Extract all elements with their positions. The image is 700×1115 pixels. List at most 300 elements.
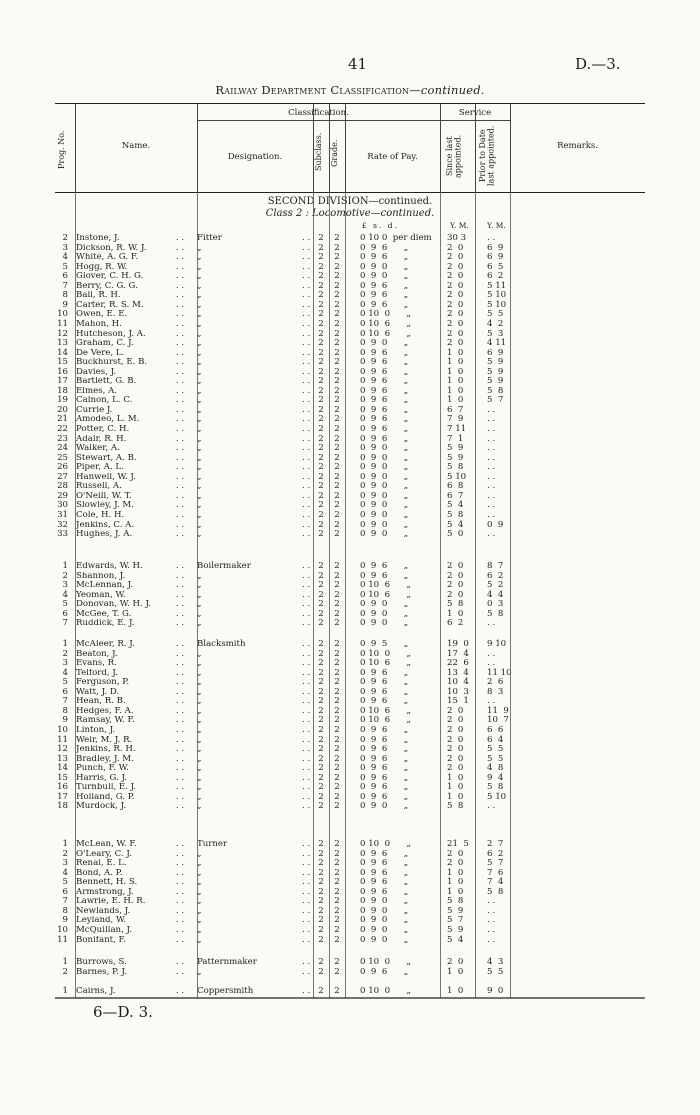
table-row bbox=[0, 802, 700, 812]
table-row bbox=[0, 745, 700, 755]
leader-dots: . . bbox=[176, 715, 185, 726]
row-grade: 2 bbox=[334, 481, 340, 492]
row-designation: „ bbox=[197, 886, 202, 897]
row-rate: 0 9 6 „ bbox=[360, 424, 409, 434]
row-subclass: 2 bbox=[318, 299, 324, 310]
row-rate: 0 9 0 „ bbox=[360, 509, 409, 520]
row-service-since: 2 0 bbox=[447, 580, 464, 591]
row-number: 7 bbox=[62, 618, 68, 629]
row-service-since: 7 1 bbox=[447, 433, 464, 444]
row-grade: 2 bbox=[334, 280, 340, 291]
lsd-units: £ s. d. bbox=[362, 221, 399, 230]
row-service-prior: 5 3 bbox=[487, 328, 504, 339]
row-number: 4 bbox=[62, 589, 68, 600]
row-service-since: 5 4 bbox=[447, 934, 464, 945]
row-number: 33 bbox=[57, 529, 68, 540]
row-grade: 2 bbox=[334, 848, 340, 859]
row-number: 5 bbox=[62, 877, 68, 888]
leader-dots: . . bbox=[302, 772, 311, 783]
leader-dots: . . bbox=[302, 385, 311, 396]
leader-dots: . . bbox=[302, 791, 311, 802]
row-designation: „ bbox=[197, 686, 202, 697]
row-service-prior: . . bbox=[487, 924, 496, 935]
leader-dots: . . bbox=[176, 385, 185, 396]
row-designation: „ bbox=[197, 934, 202, 945]
leader-dots: . . bbox=[302, 471, 311, 482]
row-name: Renai, E. L. bbox=[76, 859, 127, 869]
row-number: 13 bbox=[57, 338, 68, 349]
leader-dots: . . bbox=[302, 696, 311, 707]
row-subclass: 2 bbox=[318, 839, 324, 849]
row-service-since: 2 0 bbox=[447, 957, 464, 967]
row-grade: 2 bbox=[334, 299, 340, 310]
row-name: Shannon, J. bbox=[76, 571, 126, 581]
class-heading: Class 2 : Locomotive—continued. bbox=[265, 208, 435, 219]
row-designation: „ bbox=[197, 618, 202, 629]
row-service-since: 1 0 bbox=[447, 791, 464, 802]
row-subclass: 2 bbox=[318, 957, 324, 967]
row-designation: „ bbox=[197, 589, 202, 600]
row-designation: „ bbox=[197, 763, 202, 774]
row-subclass: 2 bbox=[318, 271, 324, 282]
table-row bbox=[0, 358, 700, 368]
row-name: Hean, R. B. bbox=[76, 697, 126, 707]
leader-dots: . . bbox=[302, 366, 311, 377]
table-row bbox=[0, 301, 700, 311]
row-name: Instone, J. bbox=[76, 234, 120, 243]
leader-dots: . . bbox=[176, 915, 185, 926]
row-service-prior: . . bbox=[487, 696, 496, 707]
row-name: Buckhurst, E. B. bbox=[76, 358, 148, 368]
row-service-since: 2 0 bbox=[447, 705, 464, 716]
row-service-since: 15 1 bbox=[447, 696, 469, 707]
leader-dots: . . bbox=[176, 395, 185, 406]
row-grade: 2 bbox=[334, 328, 340, 339]
designation-header: Designation. bbox=[227, 152, 283, 162]
row-number: 2 bbox=[62, 233, 68, 243]
leader-dots: . . bbox=[302, 500, 311, 511]
row-name: Cairns, J. bbox=[76, 987, 116, 996]
row-name: Murdock, J. bbox=[76, 802, 127, 812]
row-service-since: 1 0 bbox=[447, 782, 464, 793]
row-rate: 0 10 6 „ bbox=[360, 328, 411, 339]
row-number: 8 bbox=[62, 905, 68, 916]
row-subclass: 2 bbox=[318, 570, 324, 581]
table-row bbox=[0, 936, 700, 946]
table-row bbox=[0, 736, 700, 746]
row-designation: „ bbox=[197, 338, 202, 349]
leader-dots: . . bbox=[302, 299, 311, 310]
row-number: 8 bbox=[62, 705, 68, 716]
leader-dots: . . bbox=[176, 791, 185, 802]
row-subclass: 2 bbox=[318, 500, 324, 511]
row-designation: Turner bbox=[197, 839, 228, 849]
leader-dots: . . bbox=[302, 261, 311, 272]
row-designation: Patternmaker bbox=[197, 957, 257, 967]
leader-dots: . . bbox=[176, 744, 185, 755]
row-subclass: 2 bbox=[318, 318, 324, 329]
remarks-header: Remarks. bbox=[557, 141, 598, 151]
row-service-prior: 10 7 bbox=[487, 715, 509, 726]
leader-dots: . . bbox=[302, 309, 311, 320]
row-rate: 0 10 0 per diem bbox=[360, 233, 432, 243]
leader-dots: . . bbox=[302, 801, 311, 812]
leader-dots: . . bbox=[302, 858, 311, 869]
row-grade: 2 bbox=[334, 986, 340, 996]
row-number: 7 bbox=[62, 896, 68, 907]
row-name: Amodeo, L. M. bbox=[76, 415, 140, 425]
row-subclass: 2 bbox=[318, 744, 324, 755]
row-service-since: 2 0 bbox=[447, 271, 464, 282]
row-number: 14 bbox=[57, 347, 68, 358]
row-rate: 0 10 6 „ bbox=[360, 580, 411, 591]
row-subclass: 2 bbox=[318, 753, 324, 764]
row-grade: 2 bbox=[334, 772, 340, 783]
row-subclass: 2 bbox=[318, 519, 324, 530]
row-subclass: 2 bbox=[318, 648, 324, 659]
row-subclass: 2 bbox=[318, 686, 324, 697]
leader-dots: . . bbox=[176, 338, 185, 349]
row-number: 17 bbox=[57, 791, 68, 802]
row-name: Jenkins, R. H. bbox=[76, 745, 136, 755]
row-designation: „ bbox=[197, 734, 202, 745]
row-number: 3 bbox=[62, 858, 68, 869]
leader-dots: . . bbox=[176, 905, 185, 916]
leader-dots: . . bbox=[302, 462, 311, 473]
row-service-prior: 11 9 bbox=[487, 705, 509, 716]
row-name: Davies, J. bbox=[76, 367, 117, 377]
row-designation: „ bbox=[197, 715, 202, 726]
leader-dots: . . bbox=[302, 896, 311, 907]
row-service-since: 1 0 bbox=[447, 966, 464, 977]
table-row bbox=[0, 659, 700, 669]
table-row bbox=[0, 619, 700, 629]
row-grade: 2 bbox=[334, 376, 340, 387]
row-subclass: 2 bbox=[318, 599, 324, 610]
row-service-since: 6 2 bbox=[447, 618, 464, 629]
row-grade: 2 bbox=[334, 424, 340, 434]
row-subclass: 2 bbox=[318, 986, 324, 996]
row-service-since: 1 0 bbox=[447, 347, 464, 358]
row-subclass: 2 bbox=[318, 724, 324, 735]
row-grade: 2 bbox=[334, 686, 340, 697]
row-number: 12 bbox=[57, 328, 68, 339]
table-row bbox=[0, 463, 700, 473]
row-designation: „ bbox=[197, 280, 202, 291]
leader-dots: . . bbox=[302, 867, 311, 878]
row-subclass: 2 bbox=[318, 618, 324, 629]
row-name: Lawrie, E. H. R. bbox=[76, 897, 146, 907]
row-service-prior: 8 7 bbox=[487, 561, 504, 571]
row-number: 13 bbox=[57, 753, 68, 764]
leader-dots: . . bbox=[302, 734, 311, 745]
leader-dots: . . bbox=[302, 658, 311, 669]
leader-dots: . . bbox=[176, 705, 185, 716]
row-rate: 0 9 6 „ bbox=[360, 791, 409, 802]
row-number: 5 bbox=[62, 261, 68, 272]
row-name: Jenkins, C. A. bbox=[76, 520, 135, 530]
row-designation: „ bbox=[197, 318, 202, 329]
row-designation: „ bbox=[197, 309, 202, 320]
row-designation: „ bbox=[197, 252, 202, 263]
row-name: Ball, R. H. bbox=[76, 291, 121, 301]
row-subclass: 2 bbox=[318, 481, 324, 492]
row-grade: 2 bbox=[334, 519, 340, 530]
row-subclass: 2 bbox=[318, 242, 324, 253]
row-designation: „ bbox=[197, 753, 202, 764]
ym-units-prior: Y. M. bbox=[487, 221, 506, 230]
table-row bbox=[0, 869, 700, 879]
leader-dots: . . bbox=[302, 986, 311, 996]
row-designation: „ bbox=[197, 347, 202, 358]
row-service-prior: 5 8 bbox=[487, 385, 504, 396]
row-name: Mahon, H. bbox=[76, 319, 122, 329]
row-name: McAleer, R. J. bbox=[76, 640, 135, 649]
row-name: Owen, E. E. bbox=[76, 310, 128, 320]
row-service-prior: 5 8 bbox=[487, 782, 504, 793]
row-name: Weir, M. J. R. bbox=[76, 735, 133, 745]
row-designation: „ bbox=[197, 599, 202, 610]
row-service-prior: . . bbox=[487, 618, 496, 629]
row-number: 26 bbox=[57, 462, 68, 473]
row-rate: 0 9 6 „ bbox=[360, 414, 409, 425]
row-name: Walker, A. bbox=[76, 444, 120, 454]
leader-dots: . . bbox=[176, 519, 185, 530]
row-subclass: 2 bbox=[318, 848, 324, 859]
row-service-prior: 5 5 bbox=[487, 753, 504, 764]
leader-dots: . . bbox=[176, 957, 185, 967]
row-subclass: 2 bbox=[318, 589, 324, 600]
row-rate: 0 9 6 „ bbox=[360, 677, 409, 688]
row-grade: 2 bbox=[334, 667, 340, 678]
row-designation: „ bbox=[197, 648, 202, 659]
row-grade: 2 bbox=[334, 509, 340, 520]
leader-dots: . . bbox=[302, 290, 311, 301]
row-grade: 2 bbox=[334, 261, 340, 272]
row-service-prior: 5 7 bbox=[487, 858, 504, 869]
leader-dots: . . bbox=[302, 877, 311, 888]
table-row bbox=[0, 244, 700, 254]
row-name: Graham, C. J. bbox=[76, 339, 134, 349]
leader-dots: . . bbox=[176, 299, 185, 310]
document-reference: D.—3. bbox=[575, 55, 621, 73]
row-name: Ramsay, W. F. bbox=[76, 716, 135, 726]
row-number: 2 bbox=[62, 570, 68, 581]
row-service-since: 5 4 bbox=[447, 519, 464, 530]
leader-dots: . . bbox=[176, 618, 185, 629]
row-number: 5 bbox=[62, 599, 68, 610]
row-grade: 2 bbox=[334, 433, 340, 444]
row-subclass: 2 bbox=[318, 471, 324, 482]
leader-dots: . . bbox=[176, 896, 185, 907]
row-designation: „ bbox=[197, 519, 202, 530]
leader-dots: . . bbox=[302, 639, 311, 649]
row-grade: 2 bbox=[334, 414, 340, 425]
row-rate: 0 9 6 „ bbox=[360, 867, 409, 878]
table-row bbox=[0, 688, 700, 698]
table-header bbox=[55, 103, 645, 193]
leader-dots: . . bbox=[302, 519, 311, 530]
row-designation: „ bbox=[197, 471, 202, 482]
row-service-prior: 5 11 bbox=[487, 280, 507, 291]
row-number: 14 bbox=[57, 763, 68, 774]
row-grade: 2 bbox=[334, 801, 340, 812]
leader-dots: . . bbox=[302, 433, 311, 444]
row-service-since: 5 9 bbox=[447, 443, 464, 454]
row-service-since: 2 0 bbox=[447, 561, 464, 571]
row-name: Hutcheson, J. A. bbox=[76, 329, 146, 339]
table-row bbox=[0, 859, 700, 869]
leader-dots: . . bbox=[176, 414, 185, 425]
row-service-since: 5 8 bbox=[447, 599, 464, 610]
row-rate: 0 9 6 „ bbox=[360, 570, 409, 581]
row-designation: „ bbox=[197, 443, 202, 454]
rate-header: Rate of Pay. bbox=[367, 152, 418, 162]
row-name: Linton, J. bbox=[76, 725, 116, 735]
row-rate: 0 10 0 „ bbox=[360, 986, 411, 996]
row-subclass: 2 bbox=[318, 763, 324, 774]
row-rate: 0 9 6 „ bbox=[360, 724, 409, 735]
leader-dots: . . bbox=[176, 724, 185, 735]
leader-dots: . . bbox=[176, 261, 185, 272]
row-service-since: 2 0 bbox=[447, 328, 464, 339]
row-rate: 0 9 0 „ bbox=[360, 471, 409, 482]
leader-dots: . . bbox=[176, 290, 185, 301]
leader-dots: . . bbox=[302, 490, 311, 501]
row-subclass: 2 bbox=[318, 639, 324, 649]
row-designation: „ bbox=[197, 271, 202, 282]
row-number: 29 bbox=[57, 490, 68, 501]
leader-dots: . . bbox=[302, 715, 311, 726]
leader-dots: . . bbox=[176, 763, 185, 774]
table-row bbox=[0, 640, 700, 650]
leader-dots: . . bbox=[176, 462, 185, 473]
row-service-since: 1 0 bbox=[447, 886, 464, 897]
leader-dots: . . bbox=[302, 561, 311, 571]
row-name: Edwards, W. H. bbox=[76, 562, 143, 571]
row-rate: 0 10 6 „ bbox=[360, 715, 411, 726]
row-service-since: 5 8 bbox=[447, 801, 464, 812]
row-service-since: 13 4 bbox=[447, 667, 469, 678]
row-grade: 2 bbox=[334, 724, 340, 735]
leader-dots: . . bbox=[176, 561, 185, 571]
classification-header: Classification. bbox=[288, 108, 349, 118]
row-number: 2 bbox=[62, 966, 68, 977]
row-service-since: 2 0 bbox=[447, 858, 464, 869]
table-row bbox=[0, 907, 700, 917]
leader-dots: . . bbox=[302, 924, 311, 935]
row-number: 18 bbox=[57, 801, 68, 812]
row-service-prior: 5 5 bbox=[487, 966, 504, 977]
since-last-header: Since last appointed. bbox=[445, 134, 463, 178]
table-row bbox=[0, 610, 700, 620]
row-number: 11 bbox=[57, 734, 68, 745]
row-service-prior: . . bbox=[487, 648, 496, 659]
row-number: 27 bbox=[57, 471, 68, 482]
row-rate: 0 10 6 „ bbox=[360, 658, 411, 669]
row-name: Russell, A. bbox=[76, 482, 122, 492]
table-row bbox=[0, 926, 700, 936]
row-service-prior: 6 6 bbox=[487, 724, 504, 735]
table-row bbox=[0, 783, 700, 793]
leader-dots: . . bbox=[176, 242, 185, 253]
row-rate: 0 9 6 „ bbox=[360, 686, 409, 697]
row-rate: 0 9 6 „ bbox=[360, 347, 409, 358]
row-name: Bennett, H. S. bbox=[76, 878, 138, 888]
row-subclass: 2 bbox=[318, 357, 324, 368]
row-subclass: 2 bbox=[318, 414, 324, 425]
row-rate: 0 9 0 „ bbox=[360, 801, 409, 812]
leader-dots: . . bbox=[176, 309, 185, 320]
leader-dots: . . bbox=[302, 839, 311, 849]
leader-dots: . . bbox=[176, 608, 185, 619]
row-designation: „ bbox=[197, 500, 202, 511]
row-grade: 2 bbox=[334, 233, 340, 243]
leader-dots: . . bbox=[176, 570, 185, 581]
row-rate: 0 10 0 „ bbox=[360, 839, 411, 849]
row-subclass: 2 bbox=[318, 924, 324, 935]
row-designation: „ bbox=[197, 724, 202, 735]
row-service-since: 17 4 bbox=[447, 648, 469, 659]
row-subclass: 2 bbox=[318, 734, 324, 745]
table-row bbox=[0, 840, 700, 850]
row-grade: 2 bbox=[334, 905, 340, 916]
row-service-since: 2 0 bbox=[447, 744, 464, 755]
row-number: 15 bbox=[57, 772, 68, 783]
page-footer: 6—D. 3. bbox=[93, 1003, 153, 1021]
row-service-prior: 5 10 bbox=[487, 299, 507, 310]
row-service-prior: . . bbox=[487, 452, 496, 463]
row-designation: „ bbox=[197, 414, 202, 425]
row-number: 31 bbox=[57, 509, 68, 520]
row-designation: „ bbox=[197, 490, 202, 501]
row-name: Calnon, L. C. bbox=[76, 396, 133, 406]
table-row bbox=[0, 958, 700, 968]
row-name: McQuillan, J. bbox=[76, 925, 133, 935]
row-rate: 0 9 6 „ bbox=[360, 385, 409, 396]
row-service-since: 5 9 bbox=[447, 924, 464, 935]
row-service-prior: . . bbox=[487, 462, 496, 473]
row-designation: „ bbox=[197, 570, 202, 581]
leader-dots: . . bbox=[302, 328, 311, 339]
row-designation: „ bbox=[197, 858, 202, 869]
row-subclass: 2 bbox=[318, 561, 324, 571]
leader-dots: . . bbox=[176, 357, 185, 368]
row-number: 2 bbox=[62, 648, 68, 659]
leader-dots: . . bbox=[176, 580, 185, 591]
row-grade: 2 bbox=[334, 395, 340, 406]
row-service-since: 2 0 bbox=[447, 589, 464, 600]
row-service-prior: 0 3 bbox=[487, 599, 504, 610]
row-subclass: 2 bbox=[318, 782, 324, 793]
row-subclass: 2 bbox=[318, 328, 324, 339]
row-rate: 0 9 6 „ bbox=[360, 395, 409, 406]
row-service-since: 5 7 bbox=[447, 915, 464, 926]
row-service-since: 2 0 bbox=[447, 338, 464, 349]
row-service-prior: . . bbox=[487, 915, 496, 926]
leader-dots: . . bbox=[176, 252, 185, 263]
row-service-prior: . . bbox=[487, 529, 496, 540]
row-name: Dickson, R. W. J. bbox=[76, 243, 147, 253]
row-rate: 0 9 6 „ bbox=[360, 772, 409, 783]
leader-dots: . . bbox=[302, 570, 311, 581]
row-number: 4 bbox=[62, 252, 68, 263]
leader-dots: . . bbox=[176, 280, 185, 291]
row-service-prior: . . bbox=[487, 433, 496, 444]
leader-dots: . . bbox=[176, 858, 185, 869]
row-subclass: 2 bbox=[318, 347, 324, 358]
row-service-since: 2 0 bbox=[447, 252, 464, 263]
